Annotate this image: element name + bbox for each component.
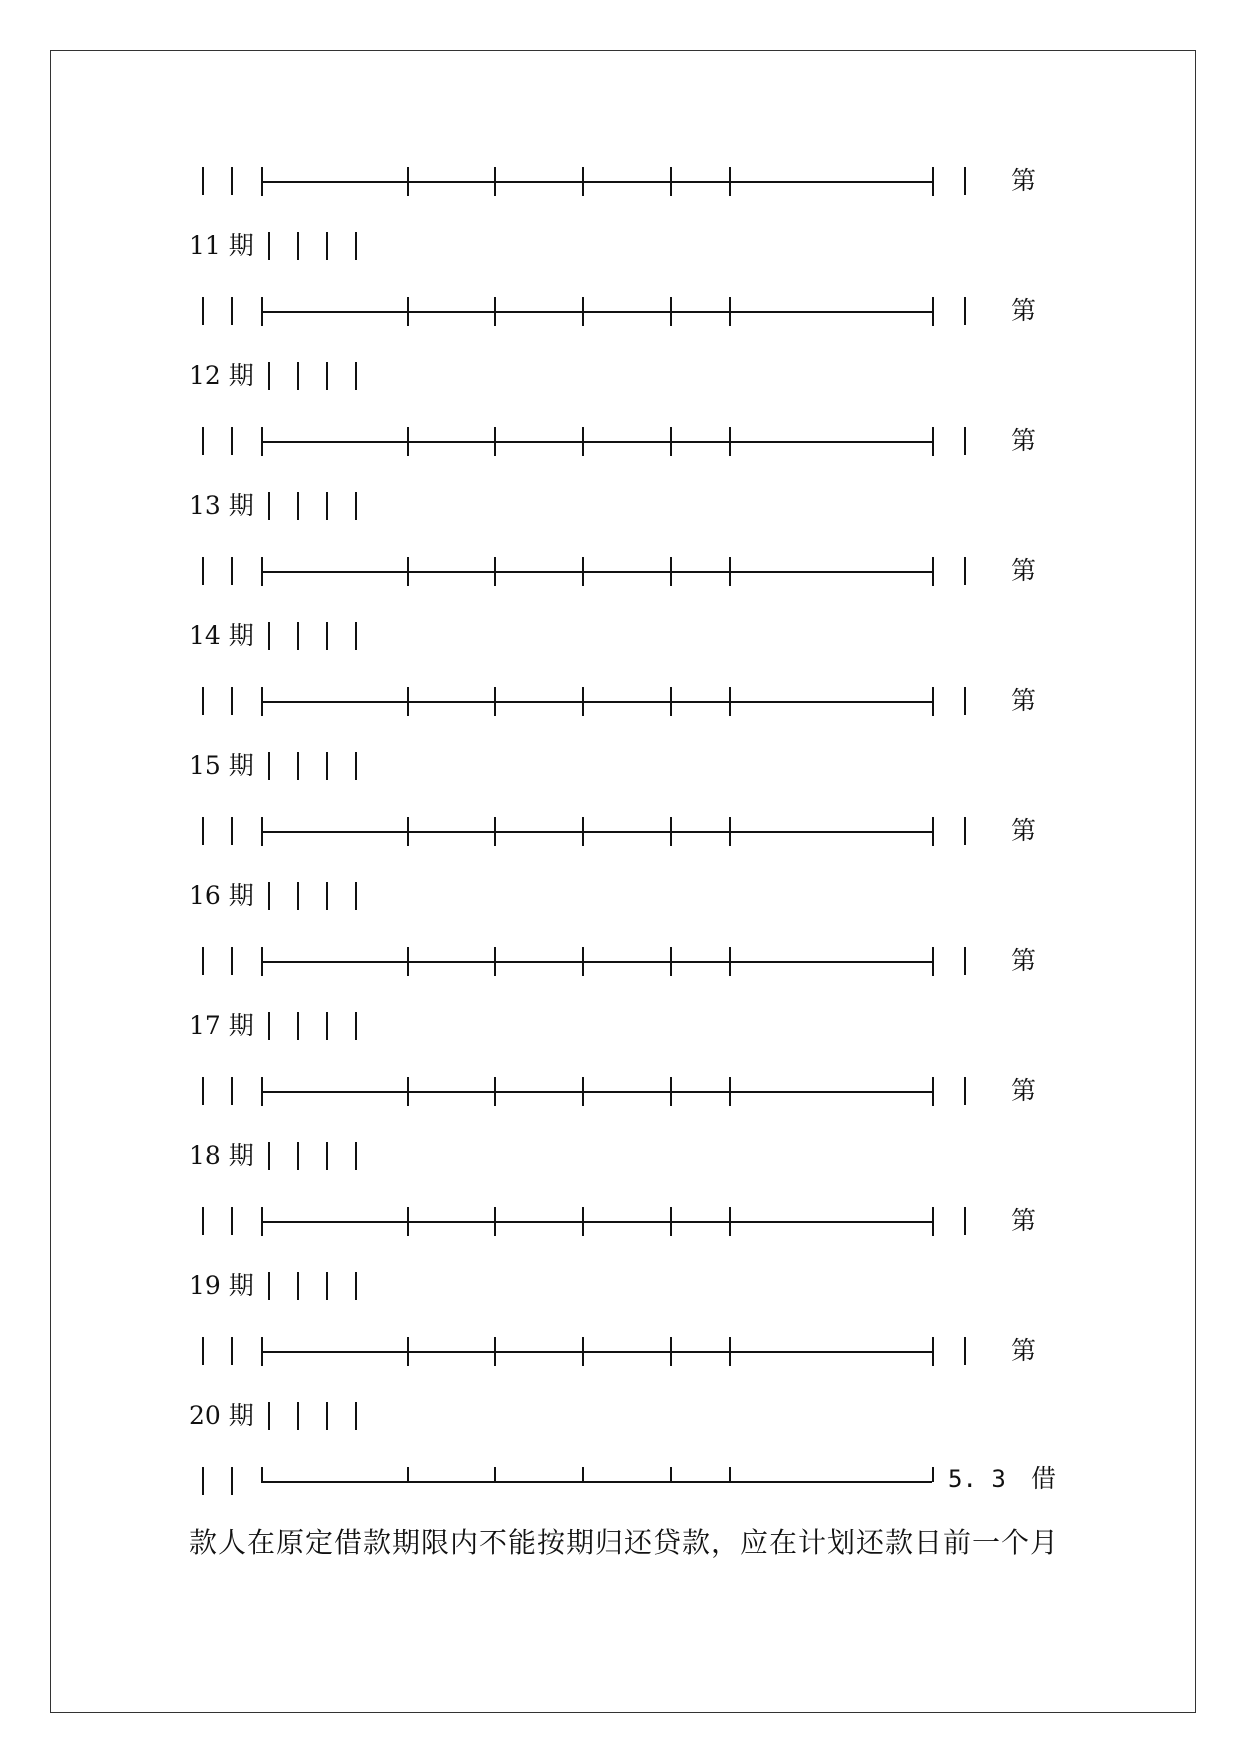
column-bar <box>231 947 233 975</box>
column-bar <box>326 232 328 260</box>
paragraph-line: 款人在原定借款期限内不能按期归还贷款，应在计划还款日前一个月 <box>189 1526 1060 1559</box>
rule-end-tick <box>932 947 934 976</box>
rule-end-tick <box>932 1467 934 1482</box>
column-bar <box>231 687 233 715</box>
table-rule <box>261 1221 932 1223</box>
rule-end-tick <box>261 817 263 846</box>
column-bar <box>202 1077 204 1105</box>
column-bar <box>326 1012 328 1040</box>
column-bar <box>355 492 357 520</box>
rule-end-tick <box>932 297 934 326</box>
column-bar <box>268 362 270 390</box>
rule-tick <box>729 167 731 196</box>
rule-tick <box>407 817 409 846</box>
rule-tick <box>729 1207 731 1236</box>
column-bar <box>297 232 299 260</box>
column-bar <box>268 1012 270 1040</box>
column-bar <box>268 232 270 260</box>
rule-tick <box>729 297 731 326</box>
column-bar <box>297 1272 299 1300</box>
rule-end-tick <box>261 1207 263 1236</box>
column-bar <box>202 1467 204 1495</box>
column-bar <box>231 167 233 195</box>
rule-tick <box>670 167 672 196</box>
column-bar <box>297 1012 299 1040</box>
column-bar <box>202 1207 204 1235</box>
column-bar <box>231 297 233 325</box>
rule-tick <box>407 1467 409 1482</box>
column-bar <box>231 1337 233 1365</box>
row-marker: 第 <box>1011 1206 1037 1235</box>
rule-tick <box>407 427 409 456</box>
period-label: 16 期 <box>189 881 254 910</box>
column-bar <box>326 622 328 650</box>
rule-end-tick <box>932 427 934 456</box>
rule-end-tick <box>261 1337 263 1366</box>
column-bar <box>231 1467 233 1495</box>
column-bar <box>202 427 204 455</box>
rule-end-tick <box>261 1077 263 1106</box>
rule-end-tick <box>261 427 263 456</box>
column-bar <box>202 817 204 845</box>
column-bar <box>202 557 204 585</box>
period-label: 18 期 <box>189 1141 254 1170</box>
rule-end-tick <box>261 557 263 586</box>
period-label: 20 期 <box>189 1401 254 1430</box>
rule-tick <box>582 427 584 456</box>
column-bar <box>964 1337 966 1365</box>
rule-tick <box>670 297 672 326</box>
column-bar <box>202 167 204 195</box>
row-marker: 第 <box>1011 686 1037 715</box>
rule-tick <box>494 687 496 716</box>
column-bar <box>268 492 270 520</box>
column-bar <box>355 362 357 390</box>
rule-tick <box>729 1077 731 1106</box>
table-rule <box>261 1091 932 1093</box>
column-bar <box>231 1207 233 1235</box>
rule-tick <box>582 947 584 976</box>
rule-end-tick <box>261 687 263 716</box>
column-bar <box>231 427 233 455</box>
row-marker: 第 <box>1011 166 1037 195</box>
rule-end-tick <box>932 1207 934 1236</box>
column-bar <box>326 882 328 910</box>
rule-tick <box>729 1337 731 1366</box>
rule-end-tick <box>261 1467 263 1482</box>
column-bar <box>355 232 357 260</box>
column-bar <box>202 297 204 325</box>
column-bar <box>355 622 357 650</box>
column-bar <box>297 1142 299 1170</box>
row-marker: 第 <box>1011 1336 1037 1365</box>
table-rule <box>261 441 932 443</box>
row-marker: 第 <box>1011 296 1037 325</box>
column-bar <box>326 1402 328 1430</box>
table-rule <box>261 181 932 183</box>
rule-tick <box>494 1207 496 1236</box>
row-marker: 第 <box>1011 1076 1037 1105</box>
column-bar <box>964 817 966 845</box>
period-label: 14 期 <box>189 621 254 650</box>
table-rule <box>261 961 932 963</box>
rule-tick <box>582 1467 584 1482</box>
row-marker: 第 <box>1011 426 1037 455</box>
rule-end-tick <box>261 947 263 976</box>
row-marker: 第 <box>1011 946 1037 975</box>
row-marker: 第 <box>1011 556 1037 585</box>
rule-end-tick <box>932 687 934 716</box>
rule-tick <box>670 1077 672 1106</box>
column-bar <box>202 1337 204 1365</box>
column-bar <box>268 1272 270 1300</box>
rule-tick <box>494 297 496 326</box>
rule-tick <box>582 817 584 846</box>
column-bar <box>355 1402 357 1430</box>
column-bar <box>326 362 328 390</box>
rule-tick <box>670 1207 672 1236</box>
period-label: 13 期 <box>189 491 254 520</box>
rule-tick <box>729 947 731 976</box>
rule-tick <box>494 1467 496 1482</box>
column-bar <box>964 557 966 585</box>
rule-tick <box>670 947 672 976</box>
column-bar <box>964 427 966 455</box>
rule-tick <box>407 1207 409 1236</box>
row-marker: 第 <box>1011 816 1037 845</box>
column-bar <box>964 1207 966 1235</box>
column-bar <box>268 882 270 910</box>
column-bar <box>297 1402 299 1430</box>
table-rule <box>261 1481 932 1483</box>
rule-tick <box>494 557 496 586</box>
rule-tick <box>407 297 409 326</box>
column-bar <box>964 167 966 195</box>
column-bar <box>355 882 357 910</box>
column-bar <box>231 557 233 585</box>
rule-tick <box>582 1077 584 1106</box>
rule-tick <box>582 167 584 196</box>
rule-tick <box>670 1467 672 1482</box>
section-lead: 借 <box>1031 1464 1057 1493</box>
table-rule <box>261 1351 932 1353</box>
column-bar <box>326 1142 328 1170</box>
column-bar <box>355 1142 357 1170</box>
table-rule <box>261 831 932 833</box>
table-rule <box>261 571 932 573</box>
column-bar <box>964 297 966 325</box>
rule-end-tick <box>932 1337 934 1366</box>
rule-end-tick <box>261 297 263 326</box>
rule-tick <box>407 947 409 976</box>
rule-tick <box>729 427 731 456</box>
column-bar <box>231 1077 233 1105</box>
column-bar <box>326 492 328 520</box>
column-bar <box>297 622 299 650</box>
table-rule <box>261 311 932 313</box>
column-bar <box>297 752 299 780</box>
column-bar <box>297 362 299 390</box>
column-bar <box>297 492 299 520</box>
rule-tick <box>670 557 672 586</box>
rule-tick <box>670 1337 672 1366</box>
rule-tick <box>494 427 496 456</box>
rule-tick <box>670 687 672 716</box>
column-bar <box>231 817 233 845</box>
column-bar <box>268 1142 270 1170</box>
rule-tick <box>582 1207 584 1236</box>
rule-end-tick <box>932 1077 934 1106</box>
rule-tick <box>494 167 496 196</box>
rule-tick <box>494 1077 496 1106</box>
rule-tick <box>407 1077 409 1106</box>
column-bar <box>355 1012 357 1040</box>
rule-tick <box>494 817 496 846</box>
rule-tick <box>670 817 672 846</box>
rule-tick <box>582 1337 584 1366</box>
rule-end-tick <box>932 167 934 196</box>
rule-end-tick <box>932 817 934 846</box>
rule-end-tick <box>932 557 934 586</box>
rule-tick <box>670 427 672 456</box>
rule-tick <box>729 817 731 846</box>
column-bar <box>268 752 270 780</box>
column-bar <box>964 947 966 975</box>
rule-tick <box>729 1467 731 1482</box>
period-label: 19 期 <box>189 1271 254 1300</box>
column-bar <box>355 1272 357 1300</box>
column-bar <box>964 1077 966 1105</box>
rule-tick <box>729 557 731 586</box>
rule-tick <box>407 557 409 586</box>
column-bar <box>355 752 357 780</box>
table-rule <box>261 701 932 703</box>
column-bar <box>268 1402 270 1430</box>
column-bar <box>326 752 328 780</box>
rule-tick <box>407 167 409 196</box>
rule-tick <box>582 297 584 326</box>
rule-end-tick <box>261 167 263 196</box>
period-label: 11 期 <box>189 231 254 260</box>
rule-tick <box>494 1337 496 1366</box>
column-bar <box>268 622 270 650</box>
period-label: 15 期 <box>189 751 254 780</box>
rule-tick <box>494 947 496 976</box>
rule-tick <box>582 557 584 586</box>
rule-tick <box>407 1337 409 1366</box>
rule-tick <box>582 687 584 716</box>
period-label: 12 期 <box>189 361 254 390</box>
column-bar <box>202 687 204 715</box>
column-bar <box>202 947 204 975</box>
rule-tick <box>729 687 731 716</box>
period-label: 17 期 <box>189 1011 254 1040</box>
column-bar <box>964 687 966 715</box>
rule-tick <box>407 687 409 716</box>
column-bar <box>326 1272 328 1300</box>
section-number: 5. 3 <box>948 1465 1006 1493</box>
column-bar <box>297 882 299 910</box>
